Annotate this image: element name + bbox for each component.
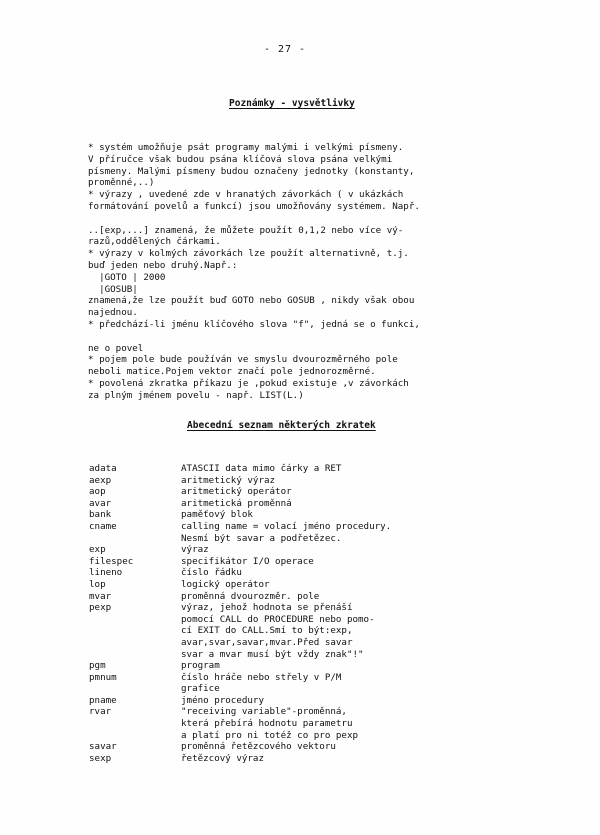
- abbreviation-definition: číslo řádku: [181, 567, 242, 579]
- abbreviation-definition: výraz: [181, 544, 209, 556]
- abbreviation-term: mvar: [89, 590, 112, 602]
- notes-line: neboli matice.Pojem vektor značí pole jednorozměrné.: [88, 366, 376, 378]
- abbreviation-term: pmnum: [89, 671, 117, 683]
- abbreviation-definition: cí EXIT do CALL.Smí to být:exp,: [181, 625, 353, 637]
- notes-line: * výrazy v kolmých závorkách lze použít alternativně, t.j.: [88, 248, 409, 260]
- notes-line: * povolená zkratka příkazu je ,pokud existuje ,v závorkách: [88, 377, 409, 389]
- abbreviation-definition: proměnná dvourozměr. pole: [181, 590, 320, 602]
- notes-line: [88, 331, 548, 343]
- abbreviation-row: [89, 579, 559, 591]
- abbreviation-term: lop: [89, 578, 106, 590]
- abbreviation-definition: ATASCII data mimo čárky a RET: [181, 463, 342, 474]
- abbreviation-row: [89, 660, 559, 672]
- abbreviation-term: exp: [89, 544, 106, 556]
- abbreviation-term: sexp: [89, 752, 112, 764]
- abbreviations-heading: Abecední seznam některých zkratek: [187, 420, 376, 431]
- abbreviation-row: [89, 730, 559, 742]
- abbreviation-term: [89, 649, 181, 661]
- abbreviation-row: [89, 614, 559, 626]
- abbreviation-row: [89, 649, 559, 661]
- notes-section: [88, 142, 548, 402]
- notes-line: proměnné,..): [88, 177, 155, 189]
- abbreviation-row: [89, 753, 559, 765]
- abbreviation-definition: jméno procedury: [181, 694, 264, 706]
- abbreviation-definition: která přebírá hodnotu parametru: [181, 718, 353, 730]
- abbreviation-definition: calling name = volací jméno procedury.: [181, 520, 392, 532]
- abbreviation-term: lineno: [89, 567, 123, 579]
- abbreviation-row: [89, 463, 559, 475]
- abbreviation-definition: aritmetický výraz: [181, 474, 276, 486]
- abbreviation-row: [89, 556, 559, 568]
- abbreviation-term: avar: [89, 497, 112, 509]
- notes-line: ..[exp,...] znamená, že můžete použít 0,1,2 nebo více vý-: [88, 224, 404, 236]
- notes-line: buď jeden nebo druhý.Např.:: [88, 259, 238, 271]
- abbreviation-term: [89, 625, 181, 637]
- abbreviation-definition: proměnná řetězcového vektoru: [181, 741, 336, 753]
- abbreviation-term: aexp: [89, 474, 112, 486]
- notes-line: znamená,že lze použít buď GOTO nebo GOSUB , nikdy však obou: [88, 295, 415, 307]
- abbreviation-term: adata: [89, 463, 117, 474]
- abbreviation-term: [89, 683, 181, 695]
- abbreviation-definition: "receiving variable"-proměnná,: [181, 706, 347, 718]
- notes-line: formátování povelů a funkcí) jsou umožňovány systémem. Např.: [88, 200, 420, 212]
- abbreviation-definition: grafice: [181, 683, 220, 695]
- abbreviation-row: [89, 509, 559, 521]
- abbreviation-row: [89, 637, 559, 649]
- abbreviation-definition: avar,svar,savar,mvar.Před savar: [181, 636, 353, 648]
- abbreviation-term: filespec: [89, 555, 134, 567]
- abbreviation-row: [89, 718, 559, 730]
- notes-line: |GOSUB|: [88, 283, 138, 295]
- abbreviation-row: [89, 486, 559, 498]
- abbreviation-definition: a platí pro ni totéž co pro pexp: [181, 729, 359, 741]
- abbreviation-definition: výraz, jehož hodnota se přenáší: [181, 602, 353, 614]
- notes-line: * systém umožňuje psát programy malými i velkými písmeny.: [88, 142, 404, 153]
- abbreviation-row: [89, 706, 559, 718]
- abbreviation-term: [89, 718, 181, 730]
- abbreviation-definition: číslo hráče nebo střely v P/M: [181, 671, 342, 683]
- notes-line: * předchází-li jménu klíčového slova "f", jedná se o funkci,: [88, 318, 420, 330]
- abbreviation-definition: logický operátor: [181, 578, 270, 590]
- notes-line: písmeny. Malými písmeny budou označeny jednotky (konstanty,: [88, 165, 415, 177]
- abbreviation-definition: pomocí CALL do PROCEDURE nebo pomo-: [181, 613, 375, 625]
- abbreviation-definition: paměťový blok: [181, 509, 253, 521]
- abbreviation-term: pexp: [89, 602, 112, 614]
- abbreviation-definition: aritmetická proměnná: [181, 497, 292, 509]
- abbreviation-definition: program: [181, 660, 220, 672]
- abbreviation-row: [89, 591, 559, 603]
- abbreviation-row: [89, 533, 559, 545]
- abbreviation-term: [89, 614, 181, 626]
- abbreviation-row: [89, 672, 559, 684]
- abbreviation-term: pname: [89, 694, 117, 706]
- notes-line: najednou.: [88, 307, 138, 319]
- abbreviation-row: [89, 683, 559, 695]
- abbreviation-definition: specifikátor I/O operace: [181, 555, 314, 567]
- abbreviation-row: [89, 521, 559, 533]
- abbreviation-definition: řetězcový výraz: [181, 752, 264, 764]
- abbreviation-term: [89, 730, 181, 742]
- abbreviation-term: bank: [89, 509, 112, 521]
- notes-line: za plným jménem povelu - např. LIST(L.): [88, 389, 304, 401]
- abbreviation-definition: Nesmí být savar a podřetězec.: [181, 532, 342, 544]
- abbreviation-row: [89, 602, 559, 614]
- notes-line: [88, 213, 548, 225]
- abbreviation-row: [89, 695, 559, 707]
- abbreviation-row: [89, 625, 559, 637]
- abbreviation-definition: aritmetický operátor: [181, 486, 292, 498]
- notes-line: * pojem pole bude používán ve smyslu dvourozměrného pole: [88, 354, 398, 366]
- abbreviation-term: aop: [89, 486, 106, 498]
- page-number: - 27 -: [263, 44, 307, 55]
- abbreviation-term: [89, 637, 181, 649]
- notes-line: ne o povel: [88, 342, 144, 354]
- notes-line: razů,oddělených čárkami.: [88, 236, 221, 248]
- abbreviation-term: rvar: [89, 706, 112, 718]
- abbreviation-term: pgm: [89, 660, 106, 672]
- abbreviation-term: cname: [89, 520, 117, 532]
- abbreviation-row: [89, 567, 559, 579]
- abbreviation-row: [89, 475, 559, 487]
- abbreviation-term: savar: [89, 741, 117, 753]
- abbreviation-row: [89, 498, 559, 510]
- abbreviation-term: [89, 533, 181, 545]
- notes-heading: Poznámky - vysvětlivky: [229, 98, 355, 109]
- notes-line: V příručce však budou psána klíčová slova psána velkými: [88, 153, 393, 165]
- abbreviations-list: [89, 463, 559, 764]
- abbreviation-definition: svar a mvar musí být vždy znak"!": [181, 648, 364, 660]
- abbreviation-row: [89, 544, 559, 556]
- notes-line: |GOTO | 2000: [88, 271, 166, 283]
- abbreviation-row: [89, 741, 559, 753]
- notes-line: * výrazy , uvedené zde v hranatých závorkách ( v ukázkách: [88, 189, 404, 201]
